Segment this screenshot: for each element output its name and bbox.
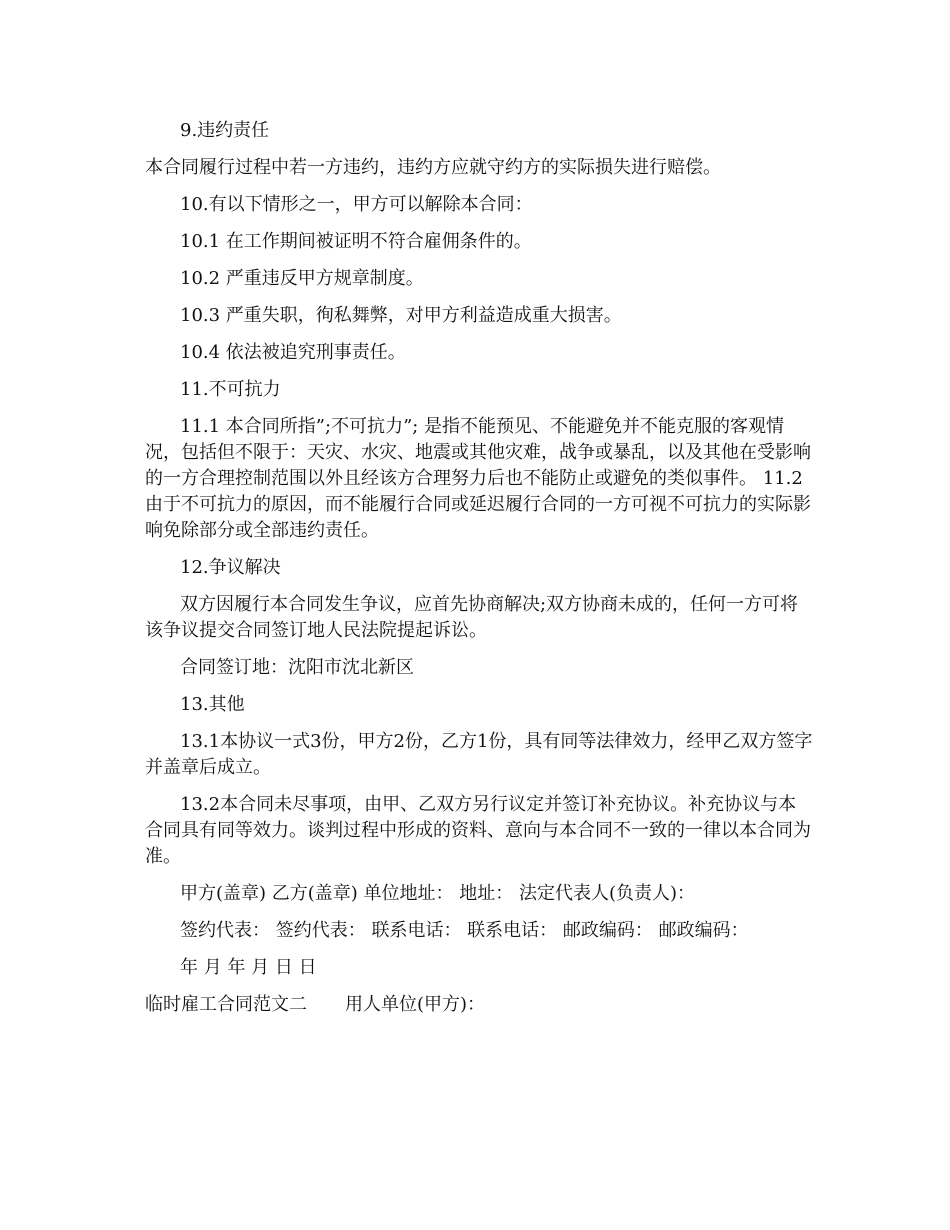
section-10-2: 10.2 严重违反甲方规章制度。 [180,268,424,289]
section-9-title: 9.违约责任 [180,120,270,141]
section-13-1: 13.1本协议一式3份，甲方2份，乙方1份，具有同等法律效力，经甲乙双方签字并盖章后成立。 [145,731,813,778]
section-10-4: 10.4 依法被追究刑事责任。 [180,342,406,363]
signature-fields-line-2: 签约代表： 签约代表： 联系电话： 联系电话： 邮政编码： 邮政编码： [180,920,749,941]
section-12-body: 双方因履行本合同发生争议，应首先协商解决;双方协商未成的，任何一方可将该争议提交合同签订地人民法院提起诉讼。 [145,594,799,641]
next-contract-heading-line [145,992,813,1018]
date-line: 年 月 年 月 日 日 [180,957,317,978]
document-content [145,118,813,1029]
section-10-3: 10.3 严重失职，徇私舞弊，对甲方利益造成重大损害。 [180,305,622,326]
section-9-body: 本合同履行过程中若一方违约，违约方应就守约方的实际损失进行赔偿。 [145,157,721,178]
section-11-title: 11.不可抗力 [180,379,281,400]
section-11-body: 11.1 本合同所指”;不可抗力”; 是指不能预见、不能避免并不能克服的客观情况，包括但不限于：天灾、水灾、地震或其他灾难，战争或暴乱，以及其他在受影响的一方合理控制范围以外且经该方合理努力后也不能防止或避免的类似事件。 11.2 由于不可抗力的原因，而不能履行合同或延迟履行合同的一方可视不可抗力的实际影响免除部分或全部违约责任。 [145,416,811,541]
section-10-1: 10.1 在工作期间被证明不符合雇佣条件的。 [180,231,532,252]
contract-signing-place: 合同签订地：沈阳市沈北新区 [180,657,414,678]
section-12-title: 12.争议解决 [180,557,281,578]
section-13-title: 13.其他 [180,694,245,715]
section-13-2: 13.2本合同未尽事项，由甲、乙双方另行议定并签订补充协议。补充协议与本合同具有同等效力。谈判过程中形成的资料、意向与本合同不一致的一律以本合同为准。 [145,794,811,867]
employer-label: 用人单位(甲方)： [345,994,486,1015]
next-contract-title: 临时雇工合同范文二 [145,994,307,1015]
signature-fields-line-1: 甲方(盖章) 乙方(盖章) 单位地址： 地址： 法定代表人(负责人)： [180,883,696,904]
section-10-title: 10.有以下情形之一，甲方可以解除本合同： [180,194,533,215]
